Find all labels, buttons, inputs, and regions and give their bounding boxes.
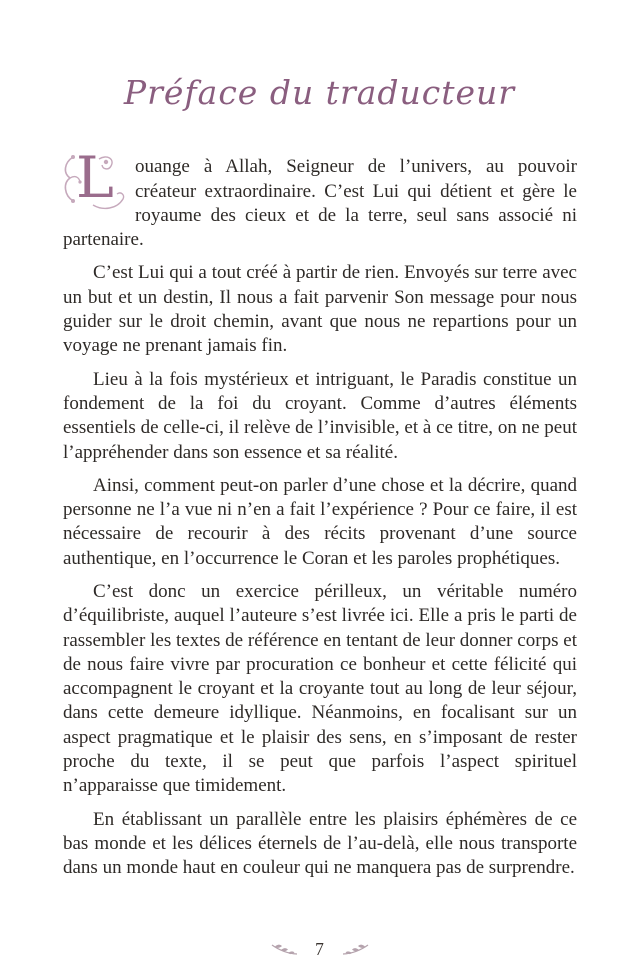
page-number: 7 [315,939,324,959]
paragraph: C’est Lui qui a tout créé à partir de rien. Envoyés sur terre avec un but et un destin, Il nous a fait parvenir Son message pour nous guider sur le droit chemin, avant que nous ne repartions pour un voyage ne prenant jamais fin. [63,262,577,357]
page-title: Préface du traducteur [123,73,516,112]
paragraph [63,145,577,252]
page-footer [0,939,639,960]
laurel-sprig-left-icon [269,942,299,958]
paragraph: C’est donc un exercice périlleux, un véritable numéro d’équilibriste, auquel l’auteure s’est livrée ici. Elle a pris le parti de rassembler les textes de référence en tentant de leur donner corps et de nous faire vivre par procuration ce bonheur et cette félicité qui accompagnent le croyant et la croyante tout au long de leur séjour, dans cette demeure idyllique. Néanmoins, en focalisant sur un aspect pragmatique et le plaisir des sens, en s’imposant de rester proche du texte, il se peut que parfois l’aspect spirituel n’apparaisse que timidement. [63,581,577,797]
drop-cap [63,145,127,212]
body-text [63,145,577,880]
paragraph: Ainsi, comment peut-on parler d’une chose et la décrire, quand personne ne l’a vue ni n’en a fait l’expérience ? Pour ce faire, il est nécessaire de recourir à des récits provenant d’une source authentique, en l’occurrence le Coran et les paroles prophétiques. [63,474,577,569]
book-page [0,72,639,980]
paragraph-text: ouange à Allah, Seigneur de l’univers, au pouvoir créateur extraordinaire. C’est Lui qui détient et gère le royaume des cieux et de la terre, seul sans associé ni partenaire. [63,156,577,251]
laurel-sprig-right-icon [341,942,371,958]
drop-cap-letter: L [76,145,114,212]
paragraph: En établissant un parallèle entre les plaisirs éphémères de ce bas monde et les délices éternels de l’au-delà, elle nous transporte dans un monde haut en couleur qui ne manquera pas de surprendre. [63,808,577,879]
paragraph: Lieu à la fois mystérieux et intriguant, le Paradis constitue un fondement de la foi du croyant. Comme d’autres éléments essentiels de celle-ci, il relève de l’invisible, et à ce titre, on ne peut l’appréhender dans son essence et sa réalité. [63,368,577,463]
